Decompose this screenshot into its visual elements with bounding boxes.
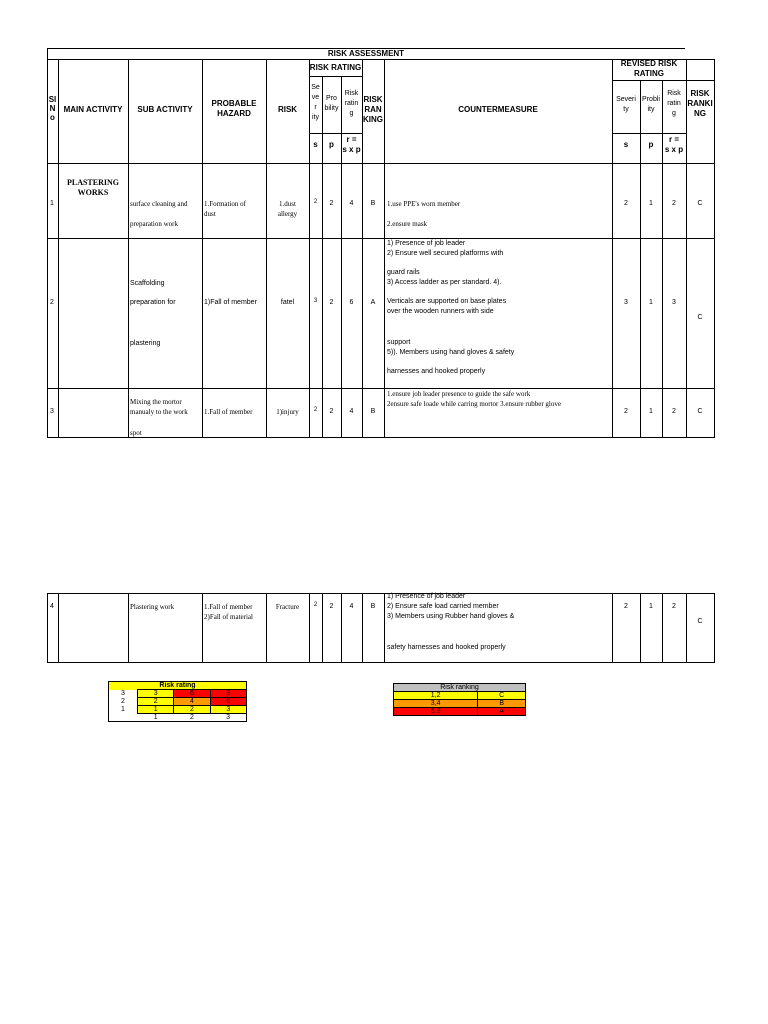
risk: Fracture: [275, 603, 300, 611]
revised-risk-rating: 2: [672, 408, 676, 415]
header-probability: Pro bility: [324, 95, 339, 112]
probable-hazard: 1)Fall of member: [204, 299, 257, 306]
revised-risk-rating: 2: [672, 200, 676, 207]
header-risk-rating-col: Risk ratin g: [344, 90, 359, 117]
risk-rating: 6: [349, 299, 354, 306]
header-rev-risk-ranking: RISK RANKI NG: [687, 89, 713, 118]
header-risk: RISK: [277, 105, 298, 114]
revised-probability: 1: [649, 200, 653, 207]
probable-hazard: 1.Fall of member 2)Fall of material: [204, 603, 253, 621]
sub-activity: plastering: [130, 340, 161, 347]
revised-severity: 2: [624, 408, 628, 415]
revised-severity: 3: [624, 299, 628, 306]
revised-risk-rating: 2: [672, 603, 676, 610]
legend-title: Risk ranking: [394, 684, 526, 692]
header-rev-p: p: [648, 140, 654, 149]
probability: 2: [329, 299, 334, 306]
legend-footer: 1 2 3: [153, 714, 231, 721]
probability: 2: [329, 408, 334, 415]
header-sub-activity: SUB ACTIVITY: [137, 105, 193, 114]
revised-risk-ranking: C: [697, 314, 703, 321]
revised-probability: 1: [649, 299, 653, 306]
row-number: 1: [50, 200, 54, 207]
countermeasure: 1.use PPE's worn member: [387, 200, 461, 208]
revised-risk-rating: 3: [672, 299, 676, 306]
header-rev-s: s: [623, 140, 629, 149]
main-activity: PLASTERING WORKS: [66, 178, 119, 197]
countermeasure: safety harnesses and hooked properly: [387, 644, 506, 651]
legend-row: 1 1 2 3: [109, 706, 247, 714]
header-probable-hazard: PROBABLE HAZARD: [211, 99, 257, 118]
sub-activity: preparation work: [130, 220, 179, 228]
severity: 2: [313, 602, 318, 608]
header-p: p: [329, 140, 334, 149]
header-main-activity: MAIN ACTIVITY: [63, 105, 123, 114]
header-risk-ranking: RISK RAN KING: [363, 95, 383, 124]
risk: 1)injury: [276, 408, 299, 416]
legend-row: 1,2 C: [394, 692, 526, 700]
severity: 2: [313, 407, 318, 413]
risk-ranking: A: [370, 299, 376, 306]
header-revised-risk-rating: REVISED RISK RATING: [620, 59, 678, 78]
probability: 2: [329, 603, 334, 610]
countermeasure: 1.ensure job leader presence to guide the safe work 2ensure safe loade while carring mortor 3.ensure rubber glove: [387, 390, 561, 408]
countermeasure: 1) Presence of job leader 2) Ensure safe load carried member 3) Members using Rubber hand gloves &: [387, 593, 515, 620]
sub-activity: Mixing the mortor manualy to the work: [130, 398, 188, 416]
revised-severity: 2: [624, 603, 628, 610]
risk: fatel: [280, 299, 295, 306]
probable-hazard: 1.Fall of member: [204, 408, 253, 416]
risk-rating: 4: [349, 603, 354, 610]
probable-hazard: 1.Formation of dust: [204, 200, 246, 218]
header-rev-risk-rating: Risk ratin g: [667, 90, 681, 117]
header-rev-probability: Probli ity: [642, 96, 660, 113]
header-formula: r = s x p: [342, 135, 361, 154]
risk-rating: 4: [349, 200, 354, 207]
probability: 2: [329, 200, 334, 207]
countermeasure: guard rails 3) Access ladder as per standard. 4).: [387, 269, 502, 286]
legend-title: Risk rating: [109, 682, 247, 690]
countermeasure: support 5)). Members using hand gloves & safety: [387, 339, 515, 356]
risk-ranking: B: [370, 408, 376, 415]
legend-row: 2 2 4 6: [109, 698, 247, 706]
header-countermeasure: COUNTERMEASURE: [458, 105, 538, 114]
row-number: 4: [50, 603, 54, 610]
revised-risk-ranking: C: [697, 408, 703, 415]
risk: 1.dust allergy: [277, 200, 298, 218]
header-s: s: [313, 140, 318, 149]
severity: 2: [313, 199, 318, 205]
revised-probability: 1: [649, 408, 653, 415]
sub-activity: preparation for: [130, 299, 176, 306]
legend-row: 3 3 6 9: [109, 690, 247, 698]
revised-risk-ranking: C: [697, 200, 703, 207]
risk-rating: 4: [349, 408, 354, 415]
risk-ranking: B: [370, 200, 376, 207]
header-risk-rating: RISK RATING: [309, 63, 362, 72]
countermeasure: 2.ensure mask: [387, 220, 428, 228]
header-rev-severity: Severi ty: [616, 96, 636, 113]
row-number: 3: [50, 408, 54, 415]
sub-activity: Scaffolding: [130, 280, 165, 287]
risk-ranking: B: [370, 603, 376, 610]
severity: 3: [313, 298, 318, 304]
header-rev-formula: r = s x p: [664, 135, 684, 154]
revised-severity: 2: [624, 200, 628, 207]
sub-activity: spot: [130, 429, 142, 437]
countermeasure: harnesses and hooked properly: [387, 368, 486, 375]
risk-ranking-legend: [393, 683, 526, 716]
revised-risk-ranking: C: [697, 618, 703, 625]
table-title: RISK ASSESSMENT: [327, 49, 405, 58]
sub-activity: Plastering work: [130, 603, 175, 611]
header-severity: Se ve r ity: [311, 84, 320, 121]
legend-row: 3,4 B: [394, 700, 526, 708]
countermeasure: Verticals are supported on base plates over the wooden runners with side: [387, 298, 507, 315]
sub-activity: surface cleaning and: [130, 200, 188, 208]
risk-rating-legend: [108, 681, 247, 722]
row-number: 2: [50, 299, 54, 306]
countermeasure: 1) Presence of job leader 2) Ensure well secured platforms with: [387, 240, 504, 257]
revised-probability: 1: [649, 603, 653, 610]
legend-row: 6,9 A: [394, 708, 526, 716]
header-sl-no: Sl N o: [48, 95, 57, 122]
